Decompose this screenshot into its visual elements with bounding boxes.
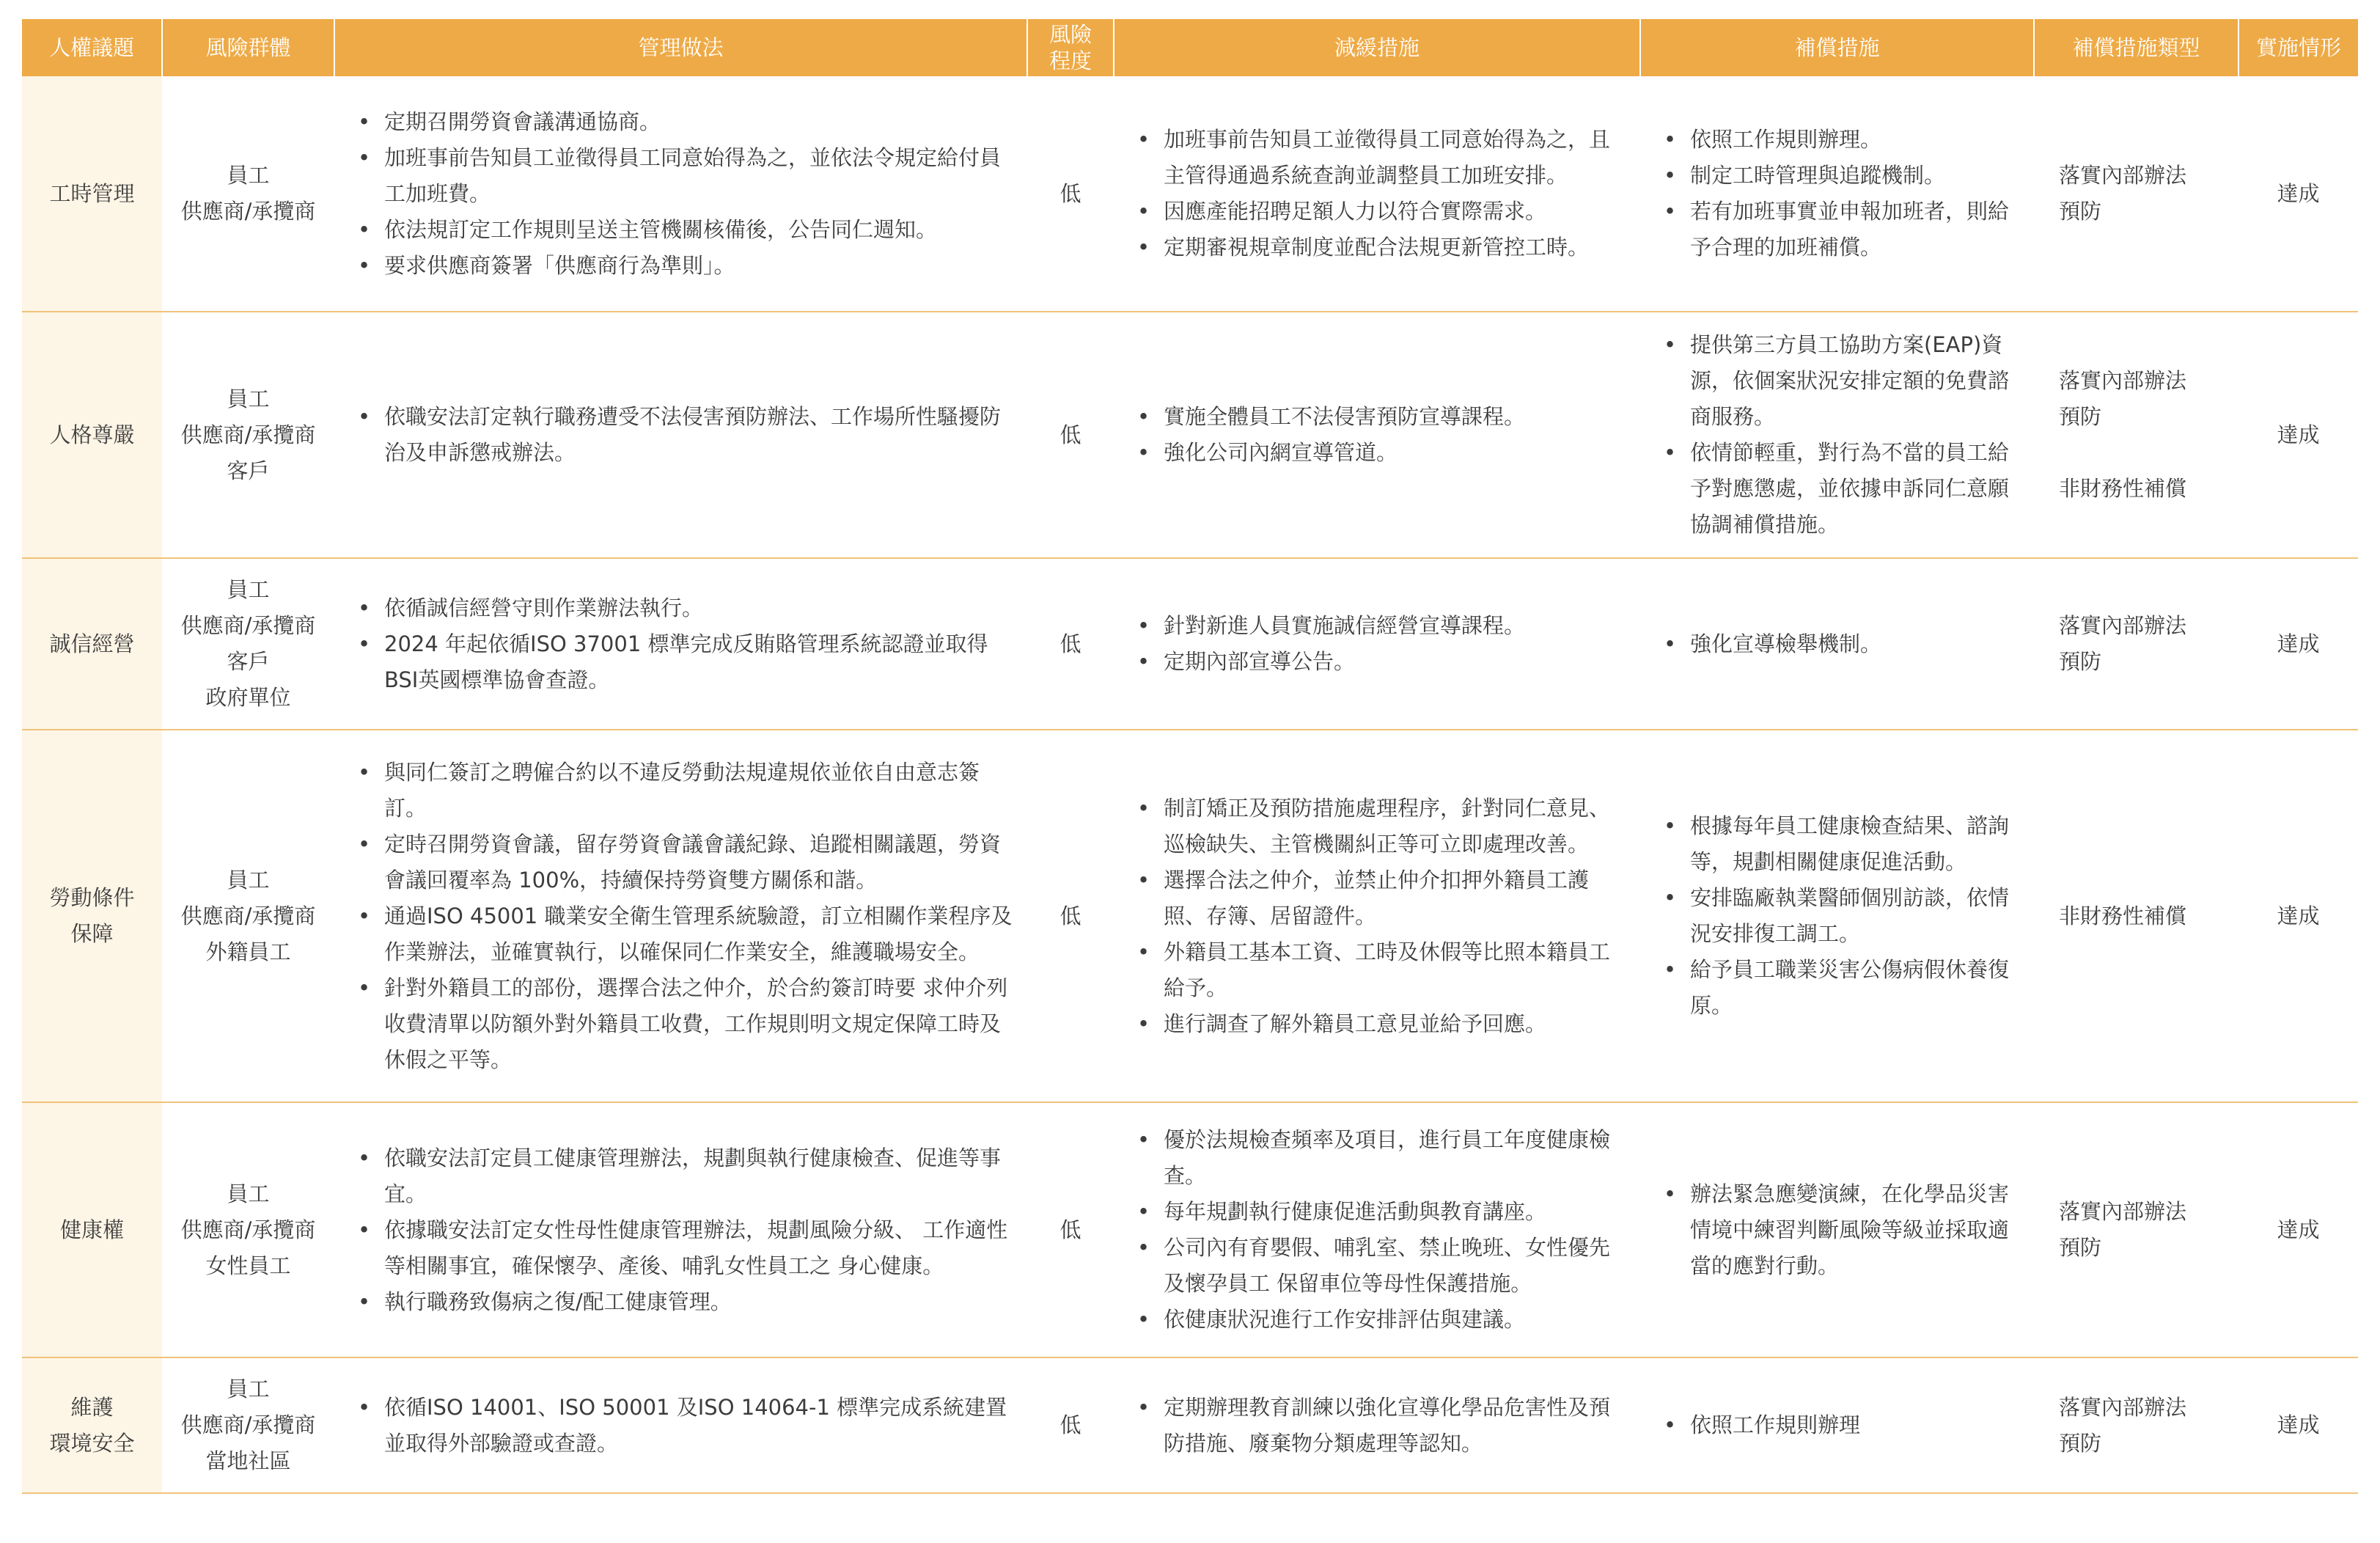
risk-level-cell: 低 [1027, 558, 1114, 730]
risk-groups-cell-line: 客戶 [227, 458, 270, 483]
topic-cell-line: 工時管理 [49, 180, 135, 206]
header-risk-level-line: 風險 [1048, 22, 1092, 47]
risk-level-cell: 低 [1027, 730, 1114, 1102]
risk-level-cell: 低 [1027, 312, 1114, 558]
compensation-type-cell [2034, 1102, 2238, 1357]
mitigation-cell-list [1134, 1122, 1630, 1338]
management-cell-list [355, 104, 1017, 284]
risk-groups-cell-line: 當地社區 [205, 1448, 291, 1473]
list-item: • 定期召開勞資會議溝通協商。 [355, 104, 1017, 140]
management-cell-list [355, 755, 1017, 1078]
list-item: • 依循ISO 14001、ISO 50001 及ISO 14064-1 標準完成系統建置並取得外部驗證或查證。 [355, 1390, 1017, 1462]
list-item: • 公司內有育嬰假、哺乳室、禁止晚班、女性優先及懷孕員工 保留車位等母性保護措施。 [1134, 1230, 1630, 1302]
mitigation-cell [1114, 76, 1640, 312]
risk-groups-cell [162, 76, 334, 312]
list-item: • 依情節輕重，對行為不當的員工給予對應懲處，並依據申訴同仁意願協調補償措施。 [1661, 435, 2024, 543]
table-row [22, 1102, 2358, 1357]
risk-groups-cell-line: 供應商/承攬商 [180, 1217, 316, 1242]
list-item: • 辦法緊急應變演練，在化學品災害情境中練習判斷風險等級並採取適當的應對行動。 [1661, 1176, 2024, 1284]
compensation-type-cell [2034, 76, 2238, 312]
risk-groups-cell-line: 員工 [227, 163, 270, 188]
management-cell [334, 312, 1027, 558]
topic-cell-line: 環境安全 [49, 1430, 135, 1456]
list-item: • 針對新進人員實施誠信經營宣導課程。 [1134, 608, 1630, 644]
header-risk-groups: 風險群體 [162, 19, 334, 76]
compensation-cell [1640, 730, 2034, 1102]
compensation-cell [1640, 312, 2034, 558]
status-cell: 達成 [2238, 1102, 2358, 1357]
risk-groups-cell-line: 員工 [227, 1181, 270, 1206]
header-compensation-type: 補償措施類型 [2034, 19, 2238, 76]
compensation-type-cell [2034, 558, 2238, 730]
header-status: 實施情形 [2238, 19, 2358, 76]
header-compensation: 補償措施 [1640, 19, 2034, 76]
risk-groups-cell-line: 員工 [227, 386, 270, 411]
risk-groups-cell-line: 女性員工 [205, 1253, 291, 1278]
risk-groups-cell-line: 供應商/承攬商 [180, 903, 316, 928]
compensation-type-cell-line: 落實內部辦法 [2059, 613, 2187, 638]
risk-groups-cell-line: 員工 [227, 1377, 270, 1401]
compensation-cell-list [1661, 327, 2024, 543]
table-row [22, 1357, 2358, 1493]
risk-groups-cell [162, 312, 334, 558]
list-item: • 針對外籍員工的部份，選擇合法之仲介，於合約簽訂時要 求仲介列收費清單以防額外對外籍員工收費，工作規則明文規定保障工時及休假之平等。 [355, 970, 1017, 1078]
topic-cell [22, 1102, 162, 1357]
risk-level-cell: 低 [1027, 1102, 1114, 1357]
risk-level-cell: 低 [1027, 1357, 1114, 1493]
list-item: • 2024 年起依循ISO 37001 標準完成反賄賂管理系統認證並取得BSI英國標準協會查證。 [355, 626, 1017, 698]
list-item: • 若有加班事實並申報加班者，則給予合理的加班補償。 [1661, 194, 2024, 265]
list-item: • 依職安法訂定員工健康管理辦法，規劃與執行健康檢查、促進等事宜。 [355, 1140, 1017, 1212]
management-cell-list [355, 590, 1017, 698]
list-item: • 優於法規檢查頻率及項目，進行員工年度健康檢查。 [1134, 1122, 1630, 1194]
mitigation-cell [1114, 730, 1640, 1102]
list-item: • 定期審視規章制度並配合法規更新管控工時。 [1134, 230, 1630, 265]
compensation-type-cell-line: 落實內部辦法 [2059, 368, 2187, 393]
topic-cell-line: 誠信經營 [49, 631, 135, 656]
compensation-type-cell-line: 預防 [2059, 1235, 2102, 1260]
risk-groups-cell-line: 政府單位 [205, 685, 291, 710]
list-item: • 外籍員工基本工資、工時及休假等比照本籍員工給予。 [1134, 934, 1630, 1006]
risk-groups-cell [162, 1357, 334, 1493]
list-item: • 強化公司內網宣導管道。 [1134, 435, 1630, 471]
mitigation-cell [1114, 312, 1640, 558]
table-body [22, 76, 2358, 1493]
compensation-type-cell [2034, 1357, 2238, 1493]
list-item: • 定期內部宣導公告。 [1134, 644, 1630, 680]
header-risk-level [1027, 19, 1114, 76]
topic-cell [22, 558, 162, 730]
list-item: • 加班事前告知員工並徵得員工同意始得為之，並依法令規定給付員工加班費。 [355, 140, 1017, 212]
list-item: • 提供第三方員工協助方案(EAP)資源，依個案狀況安排定額的免費諮商服務。 [1661, 327, 2024, 435]
list-item: • 加班事前告知員工並徵得員工同意始得為之，且主管得通過系統查詢並調整員工加班安排。 [1134, 122, 1630, 194]
compensation-type-cell-line: 預防 [2059, 404, 2102, 429]
compensation-type-cell-line: 落實內部辦法 [2059, 1199, 2187, 1224]
compensation-type-cell-line: 預防 [2059, 649, 2102, 674]
list-item: • 實施全體員工不法侵害預防宣導課程。 [1134, 399, 1630, 435]
list-item: • 依循誠信經營守則作業辦法執行。 [355, 590, 1017, 626]
compensation-type-cell [2034, 730, 2238, 1102]
risk-groups-cell-line: 供應商/承攬商 [180, 1412, 316, 1437]
list-item: • 定時召開勞資會議，留存勞資會議會議紀錄、追蹤相關議題，勞資會議回覆率為 100%，持續保持勞資雙方關係和諧。 [355, 827, 1017, 898]
table-row [22, 76, 2358, 312]
compensation-type-cell-line: 非財務性補償 [2059, 903, 2187, 928]
compensation-cell [1640, 1102, 2034, 1357]
topic-cell-line: 維護 [70, 1394, 114, 1420]
management-cell-list [355, 399, 1017, 471]
compensation-type-cell-line: 預防 [2059, 1430, 2102, 1456]
topic-cell [22, 730, 162, 1102]
compensation-cell [1640, 558, 2034, 730]
list-item: • 依法規訂定工作規則呈送主管機關核備後，公告同仁週知。 [355, 212, 1017, 248]
header-row [22, 19, 2358, 76]
header-mitigation: 減緩措施 [1114, 19, 1640, 76]
mitigation-cell [1114, 558, 1640, 730]
list-item: • 每年規劃執行健康促進活動與教育講座。 [1134, 1194, 1630, 1230]
risk-groups-cell [162, 730, 334, 1102]
risk-groups-cell-line: 客戶 [227, 649, 270, 674]
topic-cell-line: 保障 [70, 921, 114, 946]
risk-groups-cell-line: 外籍員工 [205, 939, 291, 964]
topic-cell [22, 1357, 162, 1493]
table-header [22, 19, 2358, 76]
management-cell [334, 76, 1027, 312]
mitigation-cell-list [1134, 399, 1630, 471]
status-cell: 達成 [2238, 730, 2358, 1102]
list-item: • 強化宣導檢舉機制。 [1661, 626, 2024, 662]
compensation-type-cell-line: 非財務性補償 [2059, 476, 2187, 501]
status-cell: 達成 [2238, 76, 2358, 312]
mitigation-cell-list [1134, 608, 1630, 680]
list-item: • 依健康狀況進行工作安排評估與建議。 [1134, 1302, 1630, 1338]
list-item: • 進行調查了解外籍員工意見並給予回應。 [1134, 1006, 1630, 1042]
list-item: • 與同仁簽訂之聘僱合約以不違反勞動法規違規依並依自由意志簽訂。 [355, 755, 1017, 827]
mitigation-cell-list [1134, 122, 1630, 265]
compensation-cell [1640, 1357, 2034, 1493]
list-item: • 依照工作規則辦理。 [1661, 122, 2024, 158]
table-row [22, 312, 2358, 558]
list-item: • 選擇合法之仲介，並禁止仲介扣押外籍員工護照、存簿、居留證件。 [1134, 862, 1630, 934]
risk-groups-cell [162, 1102, 334, 1357]
list-item: • 依職安法訂定執行職務遭受不法侵害預防辦法、工作場所性騷擾防治及申訴懲戒辦法。 [355, 399, 1017, 471]
risk-groups-cell-line: 供應商/承攬商 [180, 613, 316, 638]
compensation-cell [1640, 76, 2034, 312]
risk-groups-cell-line: 員工 [227, 867, 270, 893]
header-topic: 人權議題 [22, 19, 162, 76]
list-item: • 依照工作規則辦理 [1661, 1407, 2024, 1443]
management-cell [334, 1357, 1027, 1493]
list-item: • 給予員工職業災害公傷病假休養復原。 [1661, 952, 2024, 1024]
table-row [22, 730, 2358, 1102]
list-item: • 安排臨廠執業醫師個別訪談，依情況安排復工調工。 [1661, 880, 2024, 952]
compensation-type-cell-line: 預防 [2059, 199, 2102, 224]
risk-groups-cell [162, 558, 334, 730]
list-item: • 根據每年員工健康檢查結果、諮詢等，規劃相關健康促進活動。 [1661, 808, 2024, 880]
risk-level-cell: 低 [1027, 76, 1114, 312]
mitigation-cell-list [1134, 791, 1630, 1042]
risk-groups-cell-line: 供應商/承攬商 [180, 199, 316, 224]
management-cell [334, 558, 1027, 730]
compensation-type-cell-line: 落實內部辦法 [2059, 1394, 2187, 1420]
list-item: • 制定工時管理與追蹤機制。 [1661, 158, 2024, 194]
list-item: • 執行職務致傷病之復/配工健康管理。 [355, 1284, 1017, 1320]
table-row [22, 558, 2358, 730]
compensation-type-cell-line: 落實內部辦法 [2059, 163, 2187, 188]
mitigation-cell-list [1134, 1390, 1630, 1462]
topic-cell [22, 76, 162, 312]
compensation-cell-list [1661, 808, 2024, 1024]
risk-groups-cell-line: 供應商/承攬商 [180, 422, 316, 447]
topic-cell [22, 312, 162, 558]
list-item: • 制訂矯正及預防措施處理程序，針對同仁意見、巡檢缺失、主管機關糾正等可立即處理改善。 [1134, 791, 1630, 862]
list-item: • 依據職安法訂定女性母性健康管理辦法，規劃風險分級、 工作適性等相關事宜，確保懷孕、產後、哺乳女性員工之 身心健康。 [355, 1212, 1017, 1284]
header-management: 管理做法 [334, 19, 1027, 76]
management-cell-list [355, 1390, 1017, 1462]
list-item: • 因應產能招聘足額人力以符合實際需求。 [1134, 194, 1630, 230]
topic-cell-line: 人格尊嚴 [49, 422, 135, 447]
status-cell: 達成 [2238, 558, 2358, 730]
compensation-cell-list [1661, 626, 2024, 662]
risk-groups-cell-line: 員工 [227, 577, 270, 602]
management-cell-list [355, 1140, 1017, 1320]
list-item: • 要求供應商簽署「供應商行為準則」。 [355, 248, 1017, 284]
compensation-cell-list [1661, 1407, 2024, 1443]
status-cell: 達成 [2238, 312, 2358, 558]
compensation-cell-list [1661, 1176, 2024, 1284]
header-risk-level-line: 程度 [1048, 48, 1092, 73]
compensation-type-cell-line [2059, 435, 2238, 471]
management-cell [334, 730, 1027, 1102]
list-item: • 通過ISO 45001 職業安全衛生管理系統驗證，訂立相關作業程序及作業辦法，並確實執行，以確保同仁作業安全，維護職場安全。 [355, 898, 1017, 970]
topic-cell-line: 勞動條件 [49, 885, 135, 910]
human-rights-risk-table-container [22, 19, 2358, 1494]
list-item: • 定期辦理教育訓練以強化宣導化學品危害性及預防措施、廢棄物分類處理等認知。 [1134, 1390, 1630, 1462]
compensation-cell-list [1661, 122, 2024, 265]
topic-cell-line: 健康權 [59, 1217, 124, 1242]
management-cell [334, 1102, 1027, 1357]
mitigation-cell [1114, 1102, 1640, 1357]
status-cell: 達成 [2238, 1357, 2358, 1493]
mitigation-cell [1114, 1357, 1640, 1493]
human-rights-risk-table [22, 19, 2358, 1494]
compensation-type-cell [2034, 312, 2238, 558]
